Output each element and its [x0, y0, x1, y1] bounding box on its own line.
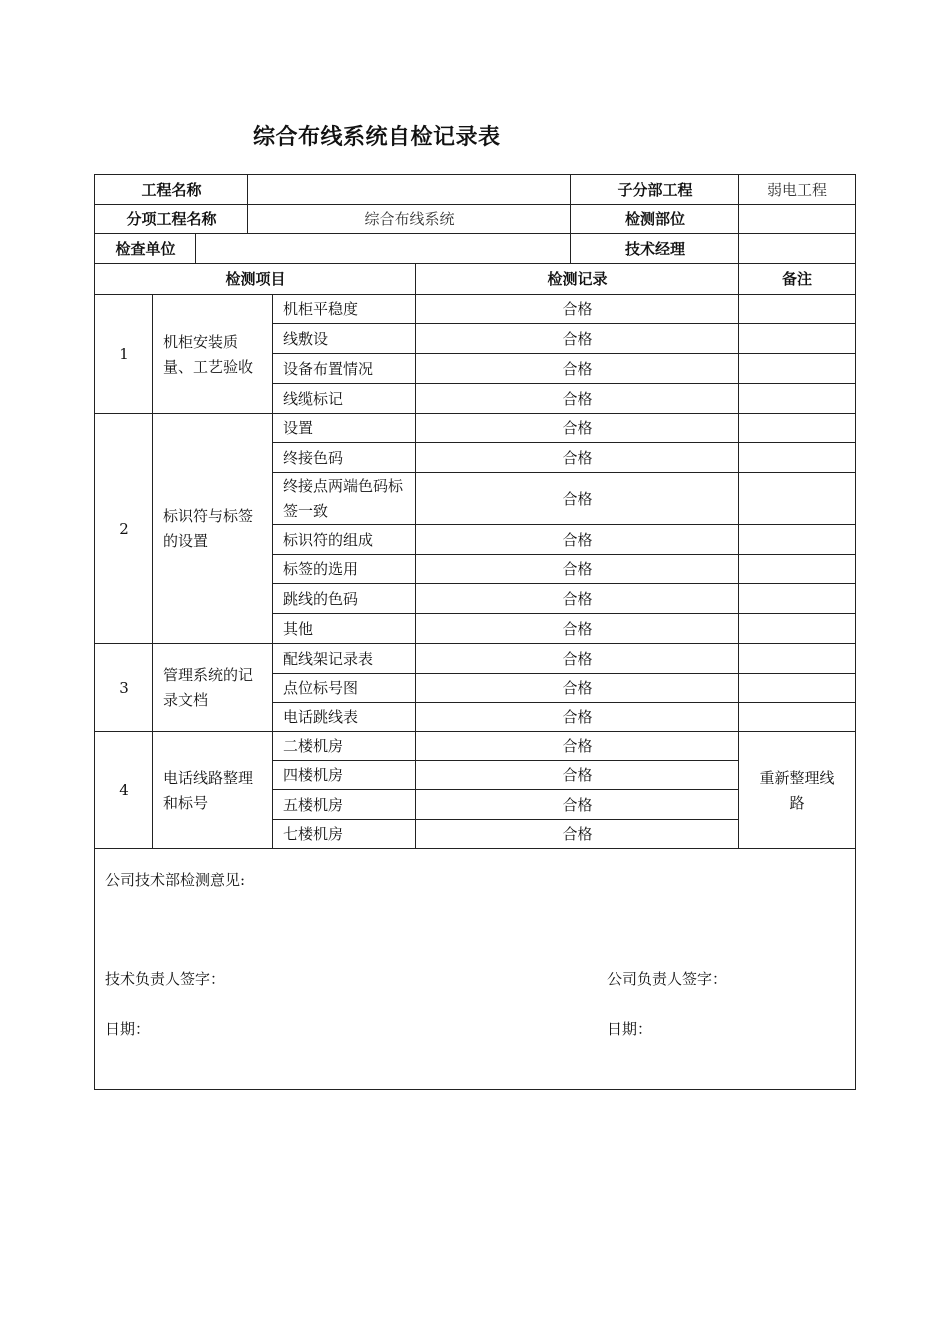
grid-line	[95, 263, 855, 264]
check-item: 线敷设	[283, 329, 329, 348]
sub-project-label: 子分部工程	[617, 180, 693, 199]
check-item: 线缆标记	[283, 389, 344, 408]
tech-manager-value[interactable]	[739, 234, 855, 264]
tech-sign-label: 技术负责人签字：	[105, 970, 226, 988]
check-item: 点位标号图	[283, 679, 359, 697]
grid-line	[570, 175, 571, 264]
group-number: 1	[119, 345, 129, 363]
grid-line	[273, 383, 855, 384]
grid-line	[95, 731, 855, 732]
check-result: 合格	[562, 419, 593, 437]
check-item: 终接色码	[283, 448, 344, 467]
grid-line	[95, 848, 855, 849]
grid-line	[273, 554, 855, 555]
inspect-unit-value[interactable]	[196, 234, 571, 264]
column-header-items: 检测项目	[225, 270, 286, 288]
grid-line	[738, 175, 739, 849]
group-name: 管理系统的记录文档	[163, 666, 254, 709]
grid-line	[247, 175, 248, 234]
inspect-unit-label: 检查单位	[115, 239, 176, 258]
check-result: 合格	[562, 825, 593, 843]
check-result: 合格	[562, 359, 593, 378]
grid-line	[95, 294, 855, 295]
column-header-record: 检测记录	[547, 270, 608, 288]
check-result: 合格	[562, 737, 593, 755]
check-item: 四楼机房	[283, 766, 344, 784]
date-right-label: 日期：	[607, 1020, 653, 1038]
date-left-label: 日期：	[105, 1020, 151, 1038]
grid-line	[195, 234, 196, 264]
group-name: 标识符与标签的设置	[163, 507, 254, 550]
check-item: 电话跳线表	[283, 708, 359, 726]
group-number: 2	[119, 519, 129, 538]
check-item: 标签的选用	[283, 560, 359, 578]
grid-line	[415, 264, 416, 849]
check-result: 合格	[562, 300, 593, 318]
group-remark	[739, 414, 855, 644]
group-remark	[739, 295, 855, 414]
check-result: 合格	[562, 389, 593, 408]
tech-manager-label: 技术经理	[624, 239, 685, 258]
grid-line	[273, 819, 739, 820]
column-header-remark: 备注	[781, 270, 812, 288]
group-number: 3	[119, 678, 129, 697]
check-result: 合格	[562, 329, 593, 348]
check-result: 合格	[562, 489, 593, 508]
check-item: 七楼机房	[283, 825, 344, 843]
grid-line	[273, 524, 855, 525]
check-item: 终接点两端色码标签一致	[283, 477, 404, 520]
check-result: 合格	[562, 560, 593, 578]
grid-line	[272, 295, 273, 849]
grid-line	[95, 204, 855, 205]
check-result: 合格	[562, 619, 593, 638]
check-item: 设置	[283, 419, 314, 437]
grid-line	[273, 583, 855, 584]
group-remark: 重新整理线路	[759, 768, 835, 812]
check-result: 合格	[562, 530, 593, 549]
grid-line	[95, 413, 855, 414]
company-sign-label: 公司负责人签字：	[607, 970, 728, 988]
grid-line	[273, 702, 855, 703]
check-item: 五楼机房	[283, 795, 344, 814]
grid-line	[273, 789, 739, 790]
item-project-label: 分项工程名称	[126, 210, 217, 228]
grid-line	[273, 353, 855, 354]
check-result: 合格	[562, 679, 593, 697]
check-item: 跳线的色码	[283, 589, 359, 608]
check-result: 合格	[562, 448, 593, 467]
page-title: 综合布线系统自检记录表	[253, 125, 501, 150]
check-item: 二楼机房	[283, 737, 344, 755]
check-part-label: 检测部位	[624, 210, 685, 228]
group-name: 电话线路整理和标号	[163, 768, 254, 812]
grid-line	[273, 673, 855, 674]
check-item: 机柜平稳度	[283, 300, 359, 318]
project-name-value[interactable]	[248, 175, 571, 205]
grid-line	[273, 442, 855, 443]
check-result: 合格	[562, 766, 593, 784]
group-name: 机柜安装质量、工艺验收	[163, 332, 254, 376]
check-result: 合格	[562, 649, 593, 668]
check-item: 其他	[283, 619, 314, 638]
item-project-value[interactable]: 综合布线系统	[364, 210, 455, 228]
grid-line	[95, 233, 855, 234]
check-item: 标识符的组成	[283, 530, 374, 549]
inspection-record-table	[94, 174, 856, 1090]
check-result: 合格	[562, 589, 593, 608]
sub-project-value[interactable]: 弱电工程	[766, 180, 827, 199]
check-part-value[interactable]	[739, 205, 855, 234]
grid-line	[273, 760, 739, 761]
project-name-label: 工程名称	[141, 180, 202, 199]
grid-line	[273, 472, 855, 473]
grid-line	[152, 295, 153, 849]
grid-line	[273, 323, 855, 324]
check-result: 合格	[562, 708, 593, 726]
grid-line	[273, 613, 855, 614]
grid-line	[95, 643, 855, 644]
opinion-label: 公司技术部检测意见:	[105, 871, 246, 889]
check-item: 配线架记录表	[283, 649, 374, 668]
check-result: 合格	[562, 795, 593, 814]
group-remark	[739, 644, 855, 732]
check-item: 设备布置情况	[283, 359, 374, 378]
group-number: 4	[119, 781, 129, 799]
